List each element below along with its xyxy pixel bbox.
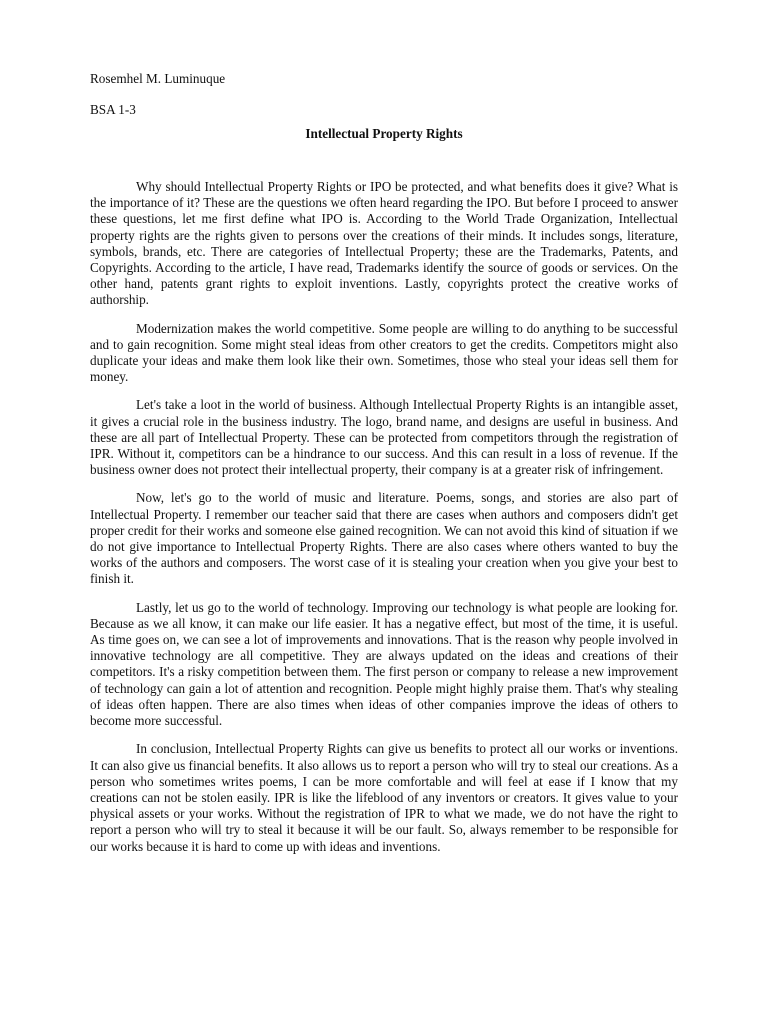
document-page	[90, 71, 678, 867]
paragraph-modernization: Modernization makes the world competitive. Some people are willing to do anything to be successful and to gain recognition. Some might steal ideas from other creators to get the credits. Competitors might also duplicate your ideas and make them look like their own. Sometimes, those who steal your ideas sell them for money.	[90, 320, 678, 385]
paragraph-music-literature: Now, let's go to the world of music and literature. Poems, songs, and stories are also part of Intellectual Property. I remember our teacher said that there are cases when authors and composers didn't get proper credit for their works and someone else gained recognition. We can not avoid this kind of situation if we do not give importance to Intellectual Property Rights. There are also cases where others wanted to buy the works of the authors and composers. The worst case of it is stealing your creation when you give your best to finish it.	[90, 490, 678, 587]
paragraph-business: Let's take a loot in the world of business. Although Intellectual Property Rights is an intangible asset, it gives a crucial role in the business industry. The logo, brand name, and designs are useful in business. And these are all part of Intellectual Property. These can be protected from competitors through the registration of IPR. Without it, competitors can be a hindrance to our success. And this can result in a loss of revenue. If the business owner does not protect their intellectual property, their company is at a greater risk of infringement.	[90, 397, 678, 478]
document-title: Intellectual Property Rights	[305, 126, 463, 141]
paragraph-technology: Lastly, let us go to the world of technology. Improving our technology is what people are looking for. Because as we all know, it can make our life easier. It has a negative effect, but most of the time, it is useful. As time goes on, we can see a lot of improvements and innovations. That is the reason why people involved in innovative technology are all competitive. They are always updated on the ideas and creations of their competitors. It's a risky competition between them. The first person or company to release a new improvement of technology can gain a lot of attention and recognition. People might highly praise them. That's why stealing of ideas often happen. There are also times when ideas of other companies improve the ideas of others to become more successful.	[90, 599, 678, 729]
paragraph-conclusion: In conclusion, Intellectual Property Rights can give us benefits to protect all our works or inventions. It can also give us financial benefits. It also allows us to report a person who will try to steal our creations. As a person who sometimes writes poems, I can be more comfortable and will feel at ease if I know that my creations can not be stolen easily. IPR is like the lifeblood of any inventors or creators. It gives value to your physical assets or your works. Without the registration of IPR to what we made, we do not have the right to report a person who will try to steal it because it will be our fault. So, always remember to be responsible for our works because it is hard to come up with ideas and inventions.	[90, 741, 678, 854]
author-name: Rosemhel M. Luminuque	[90, 71, 226, 86]
class-section: BSA 1-3	[90, 102, 136, 117]
paragraph-introduction: Why should Intellectual Property Rights or IPO be protected, and what benefits does it give? What is the importance of it? These are the questions we often heard regarding the IPO. But before I proceed to answer these questions, let me first define what IPO is. According to the World Trade Organization, Intellectual property rights are the rights given to persons over the creations of their minds. It includes songs, literature, symbols, brands, etc. There are categories of Intellectual Property; these are the Trademarks, Patents, and Copyrights. According to the article, I have read, Trademarks identify the source of goods or services. On the other hand, patents grant rights to exploit inventions. Lastly, copyrights protect the creative works of authorship.	[90, 179, 678, 308]
